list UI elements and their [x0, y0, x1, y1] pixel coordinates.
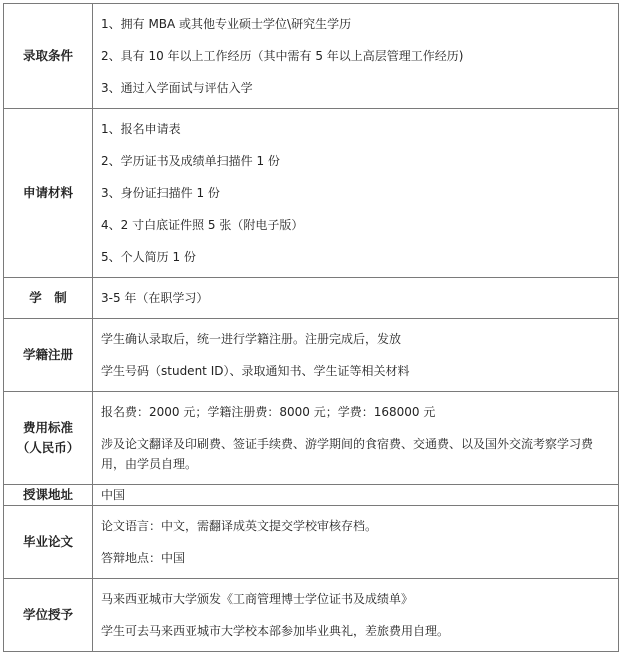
content-line: 涉及论文翻译及印刷费、签证手续费、游学期间的食宿费、交通费、以及国外交流考察学习费用，由学员自理。	[101, 437, 594, 471]
content-line: 1、报名申请表	[101, 122, 181, 136]
table-row	[4, 319, 619, 392]
row-label: 学位授予	[4, 579, 93, 652]
row-content	[93, 392, 619, 485]
content-line: 学生可去马来西亚城市大学校本部参加毕业典礼，差旅费用自理。	[101, 624, 450, 638]
row-content	[93, 109, 619, 278]
content-line: 3-5 年（在职学习）	[101, 291, 209, 305]
row-label	[4, 392, 93, 485]
row-label: 毕业论文	[4, 506, 93, 579]
content-line: 5、个人简历 1 份	[101, 250, 196, 264]
row-content	[93, 4, 619, 109]
content-line: 1、拥有 MBA 或其他专业硕士学位\研究生学历	[101, 17, 352, 31]
row-content	[93, 579, 619, 652]
table-row	[4, 278, 619, 319]
program-info-table	[3, 3, 619, 652]
row-label-line: （人民币）	[16, 440, 80, 455]
row-label: 录取条件	[4, 4, 93, 109]
content-line: 2、学历证书及成绩单扫描件 1 份	[101, 154, 280, 168]
row-content	[93, 485, 619, 506]
table-row	[4, 392, 619, 485]
row-content	[93, 319, 619, 392]
row-label: 授课地址	[4, 485, 93, 506]
row-label-line: 费用标准	[22, 420, 73, 435]
content-line: 答辩地点：中国	[101, 551, 186, 565]
content-line: 论文语言：中文，需翻译成英文提交学校审核存档。	[101, 519, 378, 533]
content-line: 马来西亚城市大学颁发《工商管理博士学位证书及成绩单》	[101, 592, 414, 606]
content-line: 报名费：2000 元；学籍注册费：8000 元；学费：168000 元	[101, 405, 436, 419]
content-line: 3、身份证扫描件 1 份	[101, 186, 220, 200]
row-label: 学籍注册	[4, 319, 93, 392]
content-line: 4、2 寸白底证件照 5 张（附电子版）	[101, 218, 304, 232]
table-row	[4, 506, 619, 579]
content-line: 学生确认录取后，统一进行学籍注册。注册完成后，发放	[101, 332, 402, 346]
content-line: 2、具有 10 年以上工作经历（其中需有 5 年以上高层管理工作经历)	[101, 49, 464, 63]
row-content	[93, 278, 619, 319]
content-line: 3、通过入学面试与评估入学	[101, 81, 253, 95]
row-label: 申请材料	[4, 109, 93, 278]
table-row	[4, 4, 619, 109]
row-label: 学 制	[4, 278, 93, 319]
table-row	[4, 485, 619, 506]
table-row	[4, 109, 619, 278]
table-row	[4, 579, 619, 652]
content-line: 中国	[101, 488, 126, 502]
content-line: 学生号码（student ID）、录取通知书、学生证等相关材料	[101, 364, 410, 378]
row-content	[93, 506, 619, 579]
